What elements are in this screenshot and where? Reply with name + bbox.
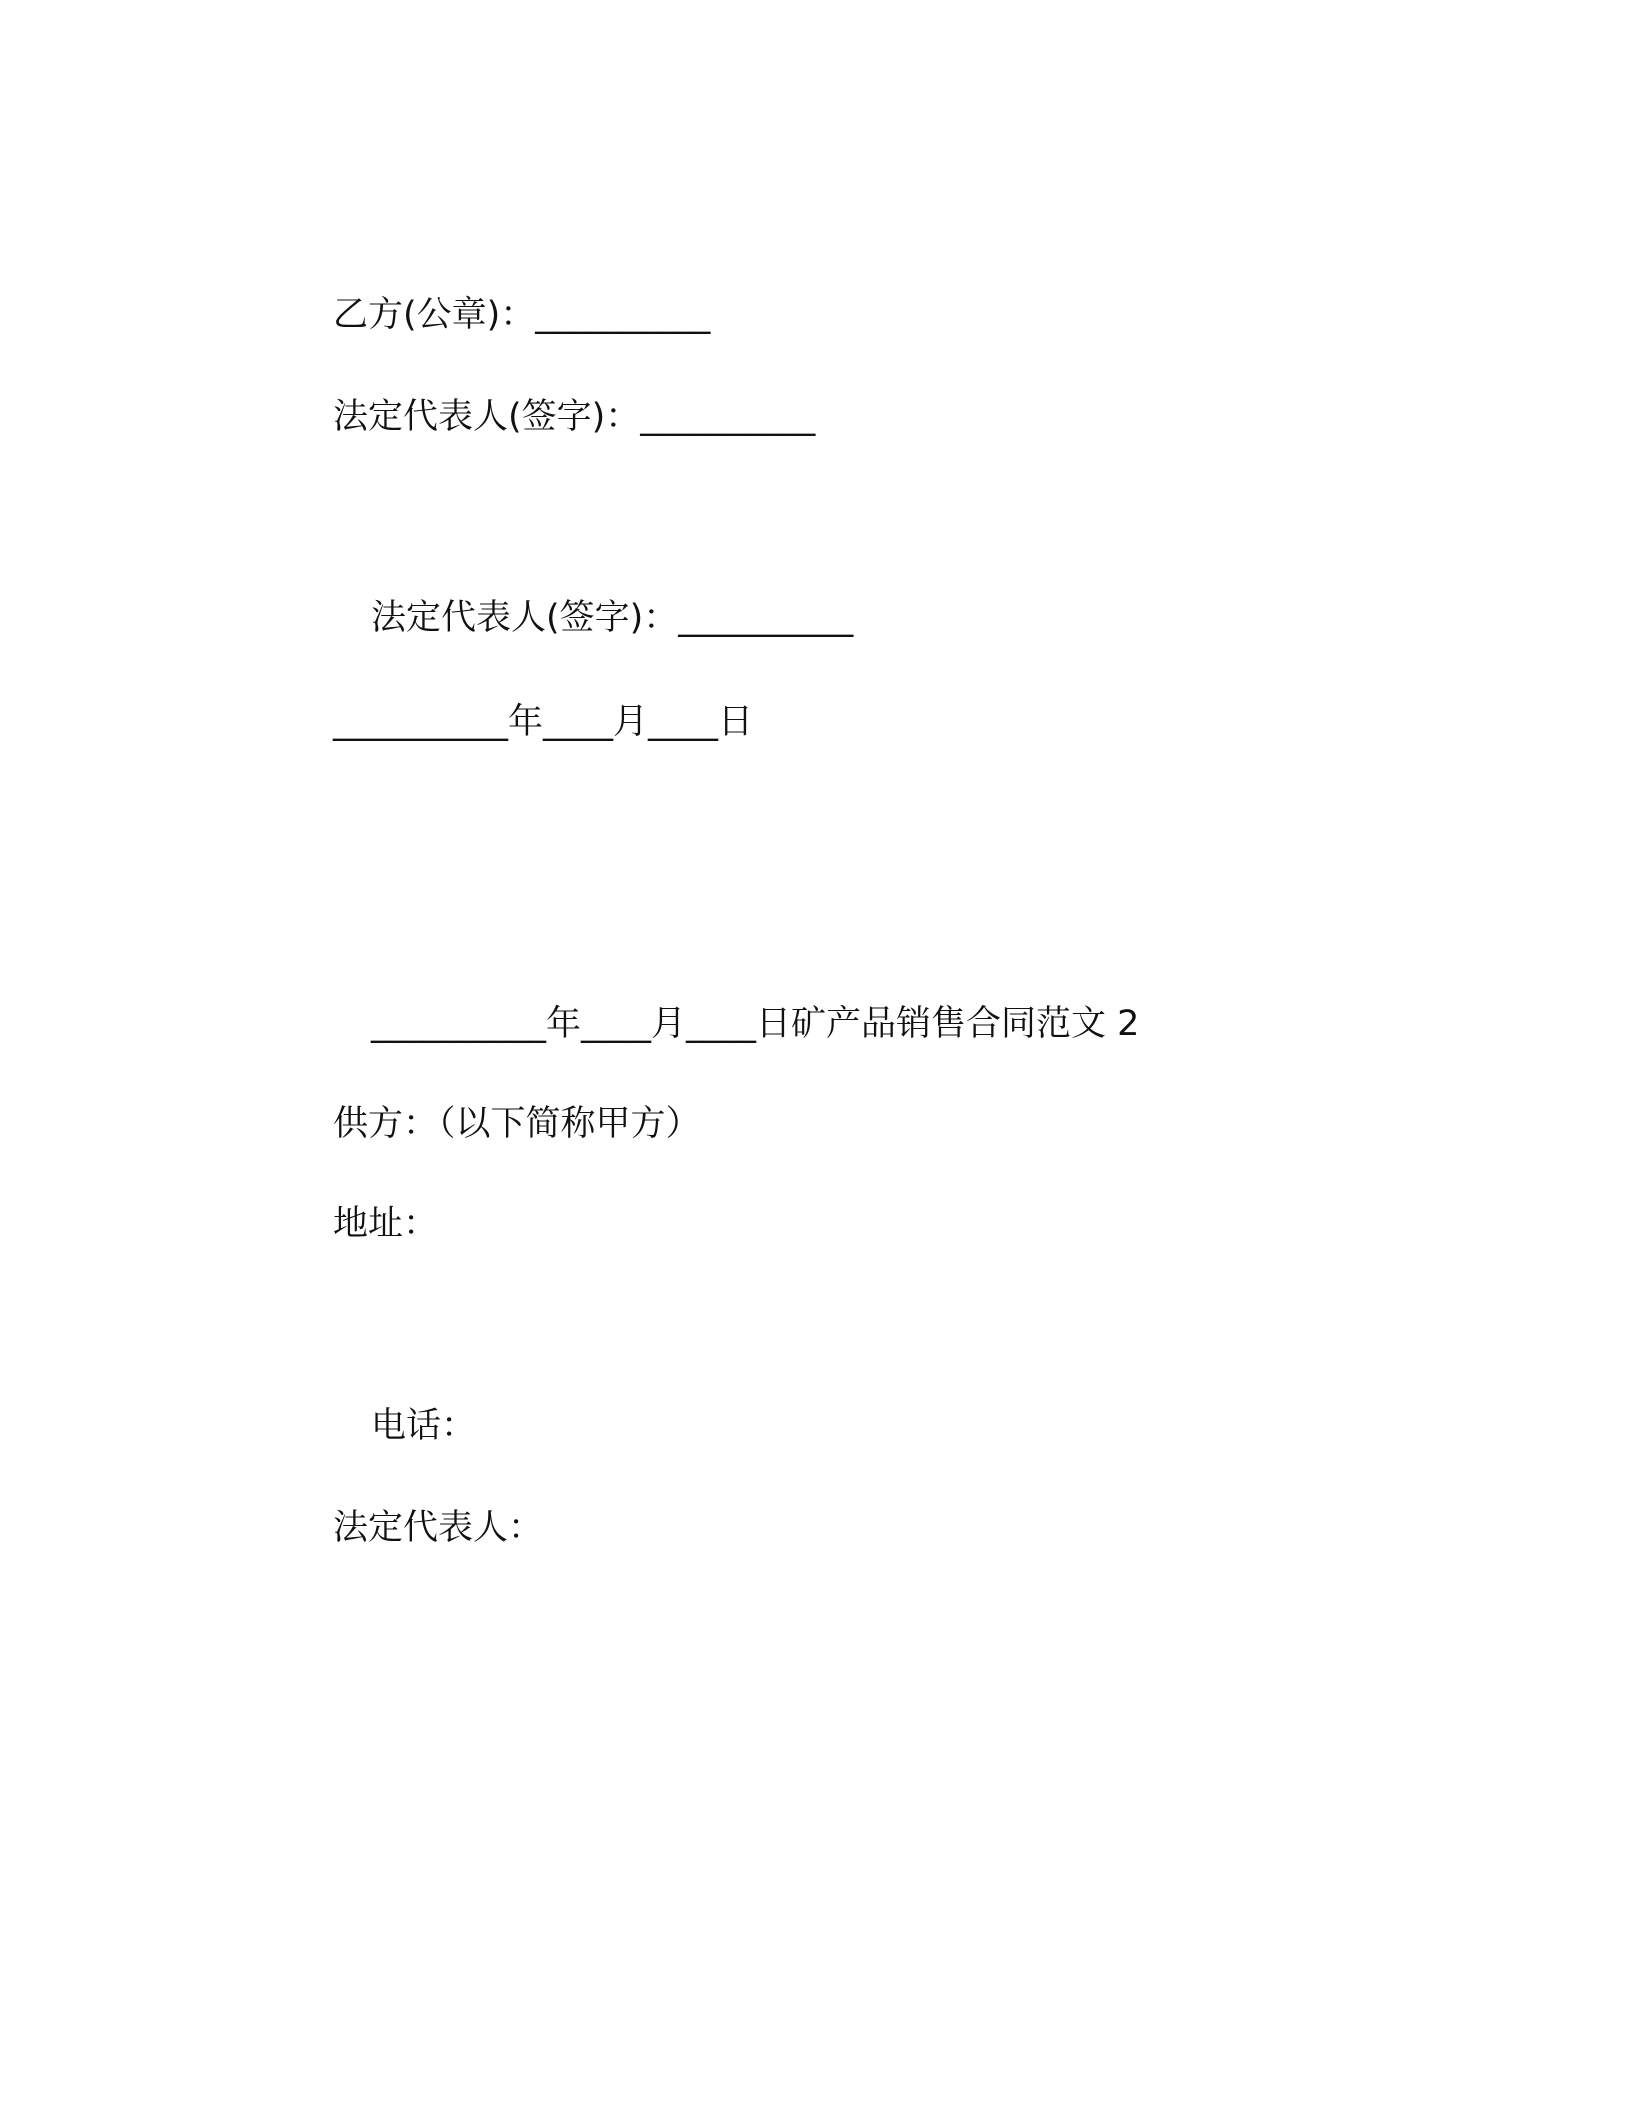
address-line: 地址： <box>333 1204 439 1244</box>
party-b-seal-line: 乙方(公章)：__________ <box>333 295 711 335</box>
legal-representative-signature-line-2: 法定代表人(签字)：__________ <box>371 598 854 638</box>
supplier-line: 供方：（以下简称甲方） <box>333 1104 701 1144</box>
phone-line: 电话： <box>371 1406 477 1446</box>
date-line: __________年____月____日 <box>333 702 754 742</box>
legal-representative-line: 法定代表人： <box>333 1508 544 1548</box>
date-and-contract-title-line: __________年____月____日矿产品销售合同范文 2 <box>371 1004 1140 1044</box>
legal-representative-signature-line: 法定代表人(签字)：__________ <box>333 397 816 437</box>
